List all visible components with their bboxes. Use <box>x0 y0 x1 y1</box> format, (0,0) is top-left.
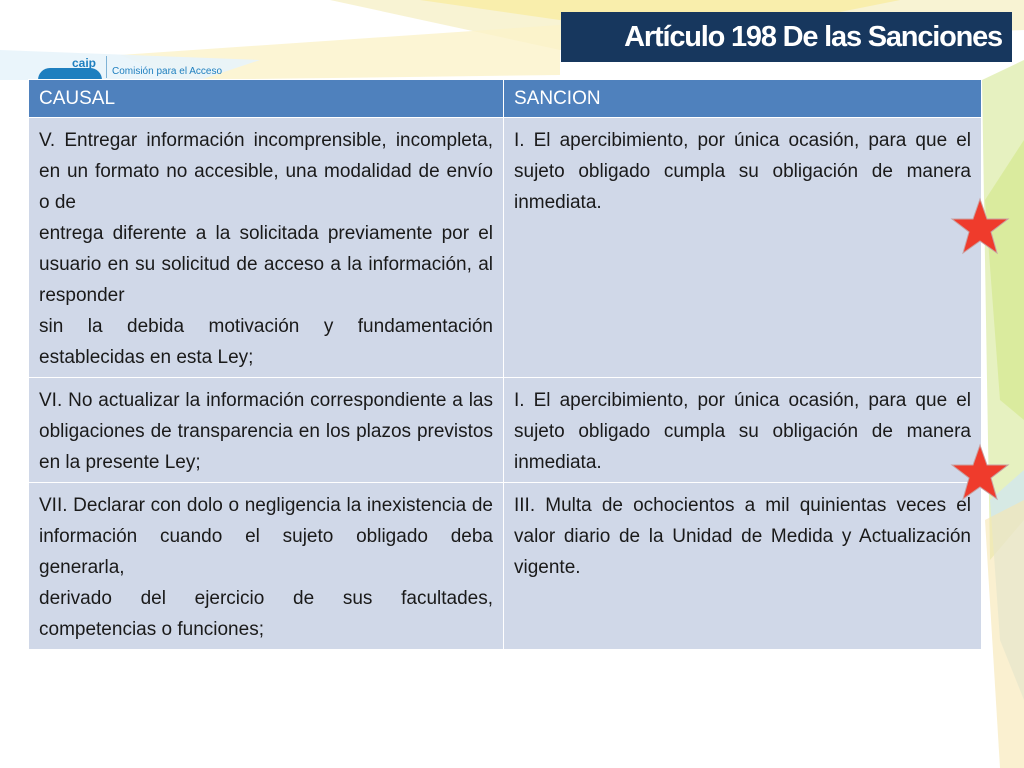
table-row <box>29 483 982 650</box>
slide-title: Artículo 198 De las Sanciones <box>624 21 1002 53</box>
sancion-text: I. El apercibimiento, por única ocasión, para que el sujeto obligado cumpla su obligación de manera inmediata. <box>514 130 971 213</box>
sancion-cell <box>504 118 982 378</box>
red-star-icon <box>950 443 1010 503</box>
red-star-icon <box>950 197 1010 257</box>
causal-cell <box>29 483 504 650</box>
table-row <box>29 118 982 378</box>
header-sancion: SANCION <box>504 80 982 118</box>
sancion-text: I. El apercibimiento, por única ocasión, para que el sujeto obligado cumpla su obligación de manera inmediata. <box>514 390 971 473</box>
sancion-cell <box>504 483 982 650</box>
logo-name: caip <box>72 56 97 70</box>
causal-text: VI. No actualizar la información correspondiente a las obligaciones de transparencia en los plazos previstos en la presente Ley; <box>39 390 493 473</box>
causal-text: derivado del ejercicio de sus facultades, competencias o funciones; <box>39 588 493 640</box>
causal-cell <box>29 378 504 483</box>
slide-title-banner <box>561 12 1012 62</box>
causal-text: entrega diferente a la solicitada previamente por el usuario en su solicitud de acceso a la información, al responder <box>39 223 493 306</box>
causal-text: sin la debida motivación y fundamentación establecidas en esta Ley; <box>39 316 493 368</box>
sancion-cell <box>504 378 982 483</box>
table-header-row <box>29 80 982 118</box>
causal-text: VII. Declarar con dolo o negligencia la inexistencia de información cuando el sujeto obligado deba generarla, <box>39 495 493 578</box>
causal-cell <box>29 118 504 378</box>
causal-text: V. Entregar información incomprensible, incompleta, en un formato no accesible, una modalidad de envío o de <box>39 130 493 213</box>
sancion-text: III. Multa de ochocientos a mil quinientas veces el valor diario de la Unidad de Medida y Actualización vigente. <box>514 495 971 578</box>
caip-logo <box>38 56 268 80</box>
logo-org-text: Comisión para el Acceso <box>112 66 223 77</box>
header-causal: CAUSAL <box>29 80 504 118</box>
table-row <box>29 378 982 483</box>
logo-divider <box>106 56 107 78</box>
sanctions-table <box>28 79 982 650</box>
